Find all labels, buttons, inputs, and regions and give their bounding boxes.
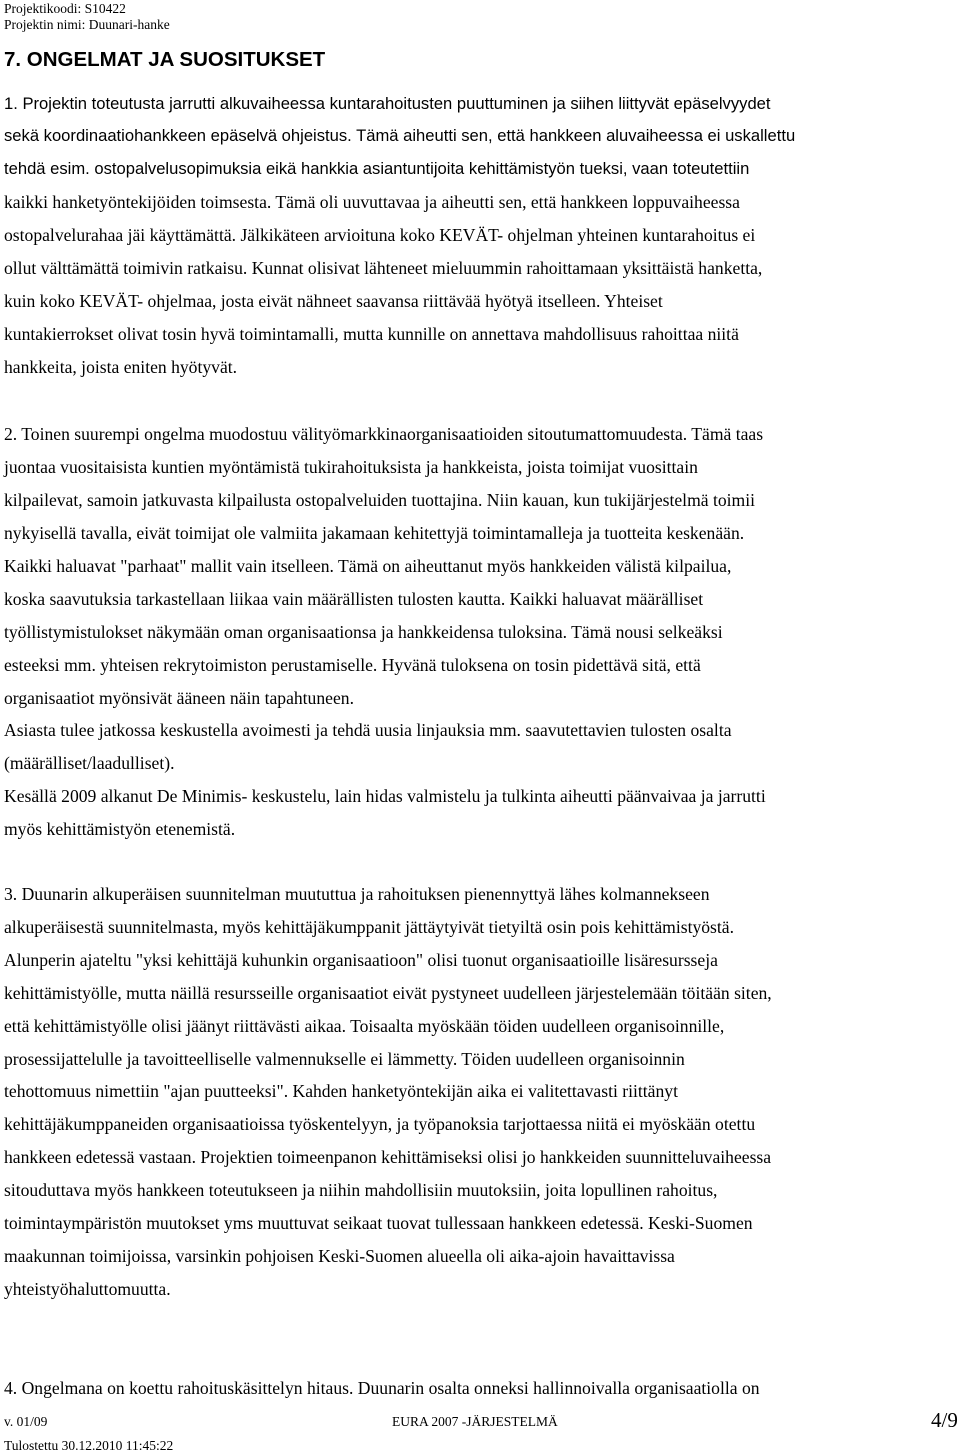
text-line: Asiasta tulee jatkossa keskustella avoimesti ja tehdä uusia linjauksia mm. saavutettavien tulosten osalta <box>4 720 732 740</box>
text-line: kaikki hanketyöntekijöiden toimsesta. Tämä oli uuvuttavaa ja aiheutti sen, että hankkeen loppuvaiheessa <box>4 192 740 212</box>
text-line: tehottomuus nimettiin "ajan puutteeksi". Kahden hanketyöntekijän aika ei valitettavasti riittänyt <box>4 1081 678 1101</box>
page-number: 4/9 <box>931 1408 958 1432</box>
text-line: Kaikki haluavat "parhaat" mallit vain itselleen. Tämä on aiheuttanut myös hankkeiden välistä kilpailua, <box>4 556 732 576</box>
section-title: 7. ONGELMAT JA SUOSITUKSET <box>4 48 326 71</box>
text-line: nykyisellä tavalla, eivät toimijat ole valmiita jakamaan kehitettyjä toimintamalleja ja tuotteita keskenään. <box>4 523 745 543</box>
text-line: sekä koordinaatiohankkeen epäselvä ohjeistus. Tämä aiheutti sen, että hankkeen aluvaiheessa ei uskallettu <box>4 126 796 145</box>
project-name: Projektin nimi: Duunari-hanke <box>4 17 170 32</box>
text-line: kuin koko KEVÄT- ohjelmaa, josta eivät nähneet saavansa riittävää hyötyä itselleen. Yhteiset <box>4 291 663 311</box>
text-line: työllistymistulokset näkymään oman organisaationsa ja hankkeidensa tuloksina. Tämä nousi selkeäksi <box>4 622 723 642</box>
text-line: esteeksi mm. yhteisen rekrytoimiston perustamiselle. Hyvänä tuloksena on tosin pidettävä sitä, että <box>4 655 701 675</box>
text-line: 2. Toinen suurempi ongelma muodostuu välityömarkkinaorganisaatioiden sitoutumattomuudesta. Tämä taas <box>4 424 764 444</box>
text-line: yhteistyöhaluttomuutta. <box>4 1279 171 1299</box>
text-line: prosessijattelulle ja tavoitteelliselle valmennukselle ei lämmetty. Töiden uudelleen organisoinnin <box>4 1049 685 1069</box>
text-line: Alunperin ajateltu "yksi kehittäjä kuhunkin organisaatioon" olisi tuonut organisaatioille lisäresursseja <box>4 950 718 970</box>
text-line: maakunnan toimijoissa, varsinkin pohjoisen Keski-Suomen alueella oli aika-ajoin havaittavissa <box>4 1246 675 1266</box>
text-line: myös kehittämistyön etenemistä. <box>4 819 236 839</box>
project-code: Projektikoodi: S10422 <box>4 1 126 16</box>
text-line: 1. Projektin toteutusta jarrutti alkuvaiheessa kuntarahoitusten puuttuminen ja siihen liittyvät epäselvyydet <box>4 94 771 113</box>
footer-printed: Tulostettu 30.12.2010 11:45:22 <box>4 1438 174 1453</box>
text-line: kuntakierrokset olivat tosin hyvä toimintamalli, mutta kunnille on annettava mahdollisuus rahoittaa niitä <box>4 324 739 344</box>
text-line: kilpailevat, samoin jatkuvasta kilpailusta ostopalveluiden tuottajina. Niin kauan, kun tukijärjestelmä toimii <box>4 490 755 510</box>
text-line: kehittäjäkumppaneiden organisaatioissa työskentelyyn, ja työpanoksia tarjottaessa niitä ei myöskään otettu <box>4 1114 756 1134</box>
text-line: alkuperäisestä suunnitelmasta, myös kehittäjäkumppanit jättäytyivät tietyiltä osin pois kehittämistyöstä. <box>4 917 735 937</box>
text-line: Kesällä 2009 alkanut De Minimis- keskustelu, lain hidas valmistelu ja tulkinta aiheutti päänvaivaa ja jarrutti <box>4 786 766 806</box>
text-line: tehdä esim. ostopalvelusopimuksia eikä hankkia asiantuntijoita kehittämistyön tueksi, vaan toteutettiin <box>4 159 750 178</box>
text-line: että kehittämistyölle olisi jäänyt riittävästi aikaa. Toisaalta myöskään töiden uudelleen organisoinnille, <box>4 1016 725 1036</box>
text-line: 4. Ongelmana on koettu rahoituskäsittelyn hitaus. Duunarin osalta onneksi hallinnoivalla organisaatiolla on <box>4 1378 760 1398</box>
text-line: organisaatiot myönsivät ääneen näin tapahtuneen. <box>4 688 354 708</box>
text-line: hankkeen edetessä vastaan. Projektien toimeenpanon kehittämiseksi olisi jo hankkeiden suunnitteluvaiheessa <box>4 1147 772 1167</box>
footer-system: EURA 2007 -JÄRJESTELMÄ <box>392 1414 558 1429</box>
text-line: ostopalvelurahaa jäi käyttämättä. Jälkikäteen arvioituna koko KEVÄT- ohjelman yhteinen kuntarahoitus ei <box>4 225 756 245</box>
text-line: (määrälliset/laadulliset). <box>4 753 175 773</box>
text-line: koska saavutuksia tarkastellaan liikaa vain määrällisten tulosten kautta. Kaikki haluavat määrälliset <box>4 589 704 609</box>
footer-version: v. 01/09 <box>4 1414 48 1429</box>
text-line: hankkeita, joista eniten hyötyvät. <box>4 357 238 377</box>
text-line: kehittämistyölle, mutta näillä resursseille organisaatiot eivät pystyneet uudelleen järjestelemään töitään siten, <box>4 983 772 1003</box>
text-line: sitouduttava myös hankkeen toteutukseen ja niihin mahdollisiin muutoksiin, joita lopullinen rahoitus, <box>4 1180 718 1200</box>
text-line: 3. Duunarin alkuperäisen suunnitelman muututtua ja rahoituksen pienennyttyä lähes kolmannekseen <box>4 884 710 904</box>
text-line: ollut välttämättä toimivin ratkaisu. Kunnat olisivat lähteneet mieluummin rahoittamaan yksittäistä hanketta, <box>4 258 763 278</box>
text-line: juontaa vuositaisista kuntien myöntämistä tukirahoituksista ja hankkeista, joista toimijat vuosittain <box>4 457 698 477</box>
text-line: toimintaympäristön muutokset yms muuttuvat seikaat tuovat tullessaan hankkeen edetessä. Keski-Suomen <box>4 1213 753 1233</box>
